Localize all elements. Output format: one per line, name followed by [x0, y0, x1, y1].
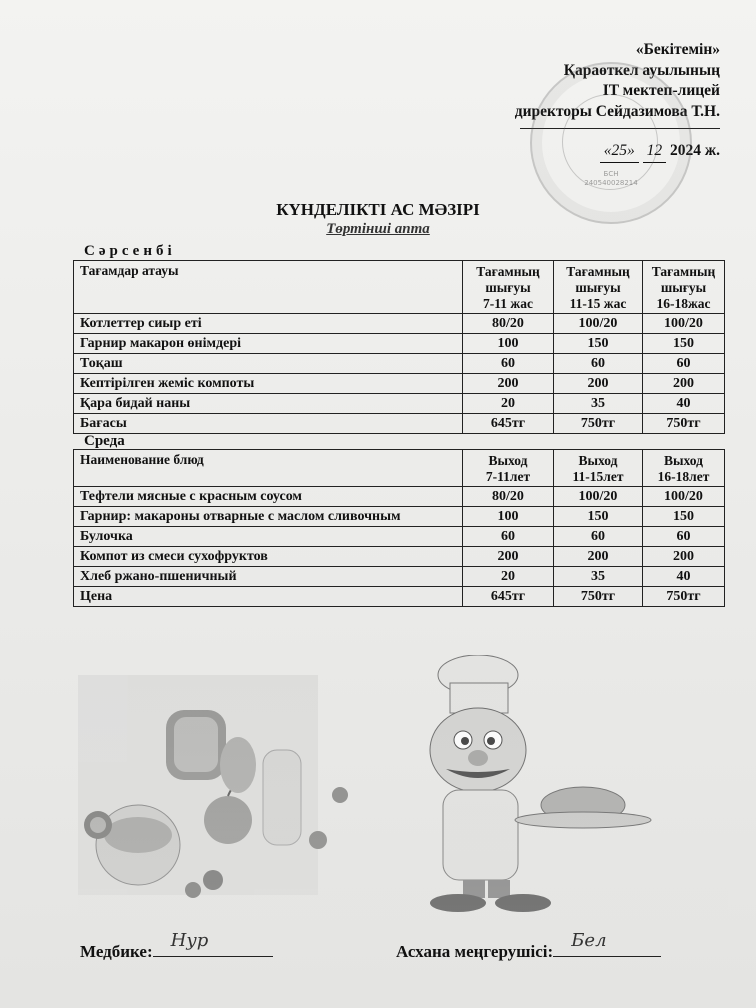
food-and-chef-illustration [78, 655, 728, 920]
day-label-ru: Среда [84, 433, 125, 449]
header-text: 7-11 жас [483, 296, 533, 311]
nurse-signature: Нур [170, 930, 209, 951]
header-age-7-11 [463, 450, 554, 487]
table-row [74, 547, 725, 567]
portion-16-18: 40 [643, 567, 725, 587]
table-row [74, 527, 725, 547]
dish-name: Хлеб ржано-пшеничный [74, 567, 463, 587]
approval-date-year: 2024 ж. [670, 142, 720, 159]
portion-7-11: 80/20 [463, 314, 554, 334]
price-label: Бағасы [74, 414, 463, 434]
header-text: 11-15лет [572, 469, 624, 484]
header-text: 16-18жас [656, 296, 711, 311]
header-text: Тағамның [566, 264, 630, 279]
nurse-label: Медбике: [80, 942, 153, 961]
portion-16-18: 100/20 [643, 487, 725, 507]
portion-7-11: 80/20 [463, 487, 554, 507]
header-text: 11-15 жас [569, 296, 627, 311]
kitchen-head-label: Асхана меңгерушісі: [396, 942, 554, 961]
dish-name: Тефтели мясные с красным соусом [74, 487, 463, 507]
header-text: Тағамның [476, 264, 540, 279]
nurse-signature-block [80, 930, 273, 962]
price-16-18: 750тг [643, 587, 725, 607]
price-label: Цена [74, 587, 463, 607]
approval-date-month: 12 [643, 141, 667, 163]
dish-name: Гарнир: макароны отварные с маслом сливочным [74, 507, 463, 527]
table-header-row [74, 450, 725, 487]
dish-name: Қара бидай наны [74, 394, 463, 414]
header-text: Выход [488, 453, 528, 468]
header-text: 16-18лет [657, 469, 710, 484]
header-text: Выход [664, 453, 703, 468]
portion-7-11: 60 [463, 527, 554, 547]
portion-16-18: 200 [643, 374, 725, 394]
header-dish-name: Тағамдар атауы [74, 261, 463, 314]
approval-line-3: IT мектеп-лицей [602, 82, 720, 99]
approval-line-2: Қараөткел ауылының [563, 61, 720, 79]
nurse-signature-line [153, 930, 273, 957]
approval-line-1: «Бекітемін» [635, 41, 720, 58]
price-row [74, 414, 725, 434]
dish-name: Котлеттер сиыр еті [74, 314, 463, 334]
header-dish-name: Наименование блюд [74, 450, 463, 487]
portion-16-18: 150 [643, 334, 725, 354]
portion-11-15: 100/20 [554, 314, 643, 334]
dish-name: Тоқаш [74, 354, 463, 374]
dish-name: Гарнир макарон өнімдері [74, 334, 463, 354]
illustration-fade [78, 655, 728, 920]
price-7-11: 645тг [463, 414, 554, 434]
price-11-15: 750тг [554, 414, 643, 434]
dish-name: Кептірілген жеміс компоты [74, 374, 463, 394]
header-text: 7-11лет [485, 469, 531, 484]
table-row [74, 567, 725, 587]
portion-11-15: 35 [554, 394, 643, 414]
portion-7-11: 20 [463, 394, 554, 414]
price-7-11: 645тг [463, 587, 554, 607]
portion-16-18: 60 [643, 354, 725, 374]
portion-11-15: 35 [554, 567, 643, 587]
portion-16-18: 200 [643, 547, 725, 567]
header-text: шығуы [485, 280, 531, 295]
day-label-kz: Сәрсенбі [84, 243, 176, 259]
portion-7-11: 100 [463, 507, 554, 527]
header-text: шығуы [575, 280, 621, 295]
kitchen-head-signature-line [553, 930, 661, 957]
table-row [74, 507, 725, 527]
header-text: Тағамның [651, 264, 716, 279]
table-row [74, 354, 725, 374]
dish-name: Компот из смеси сухофруктов [74, 547, 463, 567]
price-row [74, 587, 725, 607]
portion-11-15: 60 [554, 354, 643, 374]
header-age-11-15 [554, 261, 643, 314]
portion-7-11: 60 [463, 354, 554, 374]
dish-name: Булочка [74, 527, 463, 547]
portion-16-18: 100/20 [643, 314, 725, 334]
portion-11-15: 100/20 [554, 487, 643, 507]
table-row [74, 487, 725, 507]
portion-16-18: 40 [643, 394, 725, 414]
header-age-16-18 [643, 450, 725, 487]
stamp-bin-label: БСН [603, 170, 619, 178]
portion-11-15: 150 [554, 334, 643, 354]
menu-table-ru [73, 449, 725, 607]
table-row [74, 314, 725, 334]
table-row [74, 394, 725, 414]
header-age-16-18 [643, 261, 725, 314]
kitchen-head-signature-block [396, 930, 661, 962]
page-title: КҮНДЕЛІКТІ АС МӘЗІРІ [276, 200, 480, 219]
portion-16-18: 150 [643, 507, 725, 527]
portion-11-15: 60 [554, 527, 643, 547]
table-header-row [74, 261, 725, 314]
header-age-7-11 [463, 261, 554, 314]
header-text: шығуы [660, 280, 707, 295]
portion-7-11: 200 [463, 374, 554, 394]
portion-7-11: 200 [463, 547, 554, 567]
menu-table-kz [73, 260, 725, 434]
stamp-bin [532, 170, 690, 188]
portion-7-11: 20 [463, 567, 554, 587]
stamp-bin-number: 240540028214 [584, 179, 638, 187]
table-row [74, 334, 725, 354]
price-11-15: 750тг [554, 587, 643, 607]
portion-11-15: 200 [554, 374, 643, 394]
page-subtitle: Төртінші апта [326, 221, 430, 237]
header-age-11-15 [554, 450, 643, 487]
table-row [74, 374, 725, 394]
portion-11-15: 200 [554, 547, 643, 567]
portion-7-11: 100 [463, 334, 554, 354]
kitchen-head-signature: Бел [571, 930, 607, 951]
portion-16-18: 60 [643, 527, 725, 547]
price-16-18: 750тг [643, 414, 725, 434]
approval-line-4: директоры Сейдазимова Т.Н. [514, 102, 720, 120]
portion-11-15: 150 [554, 507, 643, 527]
header-text: Выход [578, 453, 618, 468]
approval-date-day: «25» [600, 141, 639, 163]
